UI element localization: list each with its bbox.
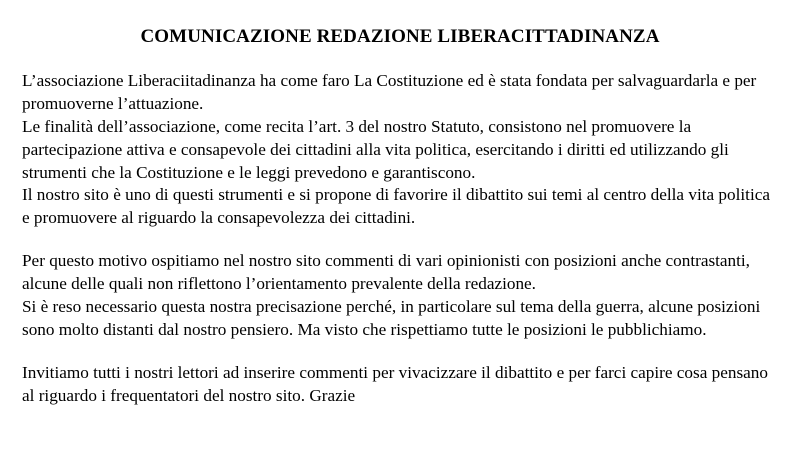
paragraph-spacer <box>20 342 780 362</box>
paragraph: Si è reso necessario questa nostra precisazione perché, in particolare sul tema della guerra, alcune posizioni sono molto distanti dal nostro pensiero. Ma visto che rispettiamo tutte le posizioni le pubblichiamo. <box>22 296 761 339</box>
paragraph: Le finalità dell’associazione, come recita l’art. 3 del nostro Statuto, consistono nel promuovere la partecipazione attiva e consapevole dei cittadini alla vita politica, esercitando i diritti ed utilizzando gli strumenti che la Costituzione e le leggi prevedono e garantiscono. <box>22 116 729 182</box>
page-title: COMUNICAZIONE REDAZIONE LIBERACITTADINANZA <box>140 26 660 47</box>
text-block-2 <box>20 250 780 342</box>
paragraph: Invitiamo tutti i nostri lettori ad inserire commenti per vivacizzare il dibattito e per farci capire cosa pensano al riguardo i frequentatori del nostro sito. Grazie <box>22 362 768 405</box>
text-block-1 <box>20 70 780 230</box>
paragraph: Per questo motivo ospitiamo nel nostro sito commenti di vari opinionisti con posizioni anche contrastanti, alcune delle quali non riflettono l’orientamento prevalente della redazione. <box>22 251 750 293</box>
paragraph: Il nostro sito è uno di questi strumenti e si propone di favorire il dibattito sui temi al centro della vita politica e promuovere al riguardo la consapevolezza dei cittadini. <box>22 185 770 228</box>
paragraph: L’associazione Liberaciitadinanza ha come faro La Costituzione ed è stata fondata per salvaguardarla e per promuoverne l’attuazione. <box>22 71 757 113</box>
text-block-3 <box>20 362 780 408</box>
paragraph-spacer <box>20 230 780 250</box>
